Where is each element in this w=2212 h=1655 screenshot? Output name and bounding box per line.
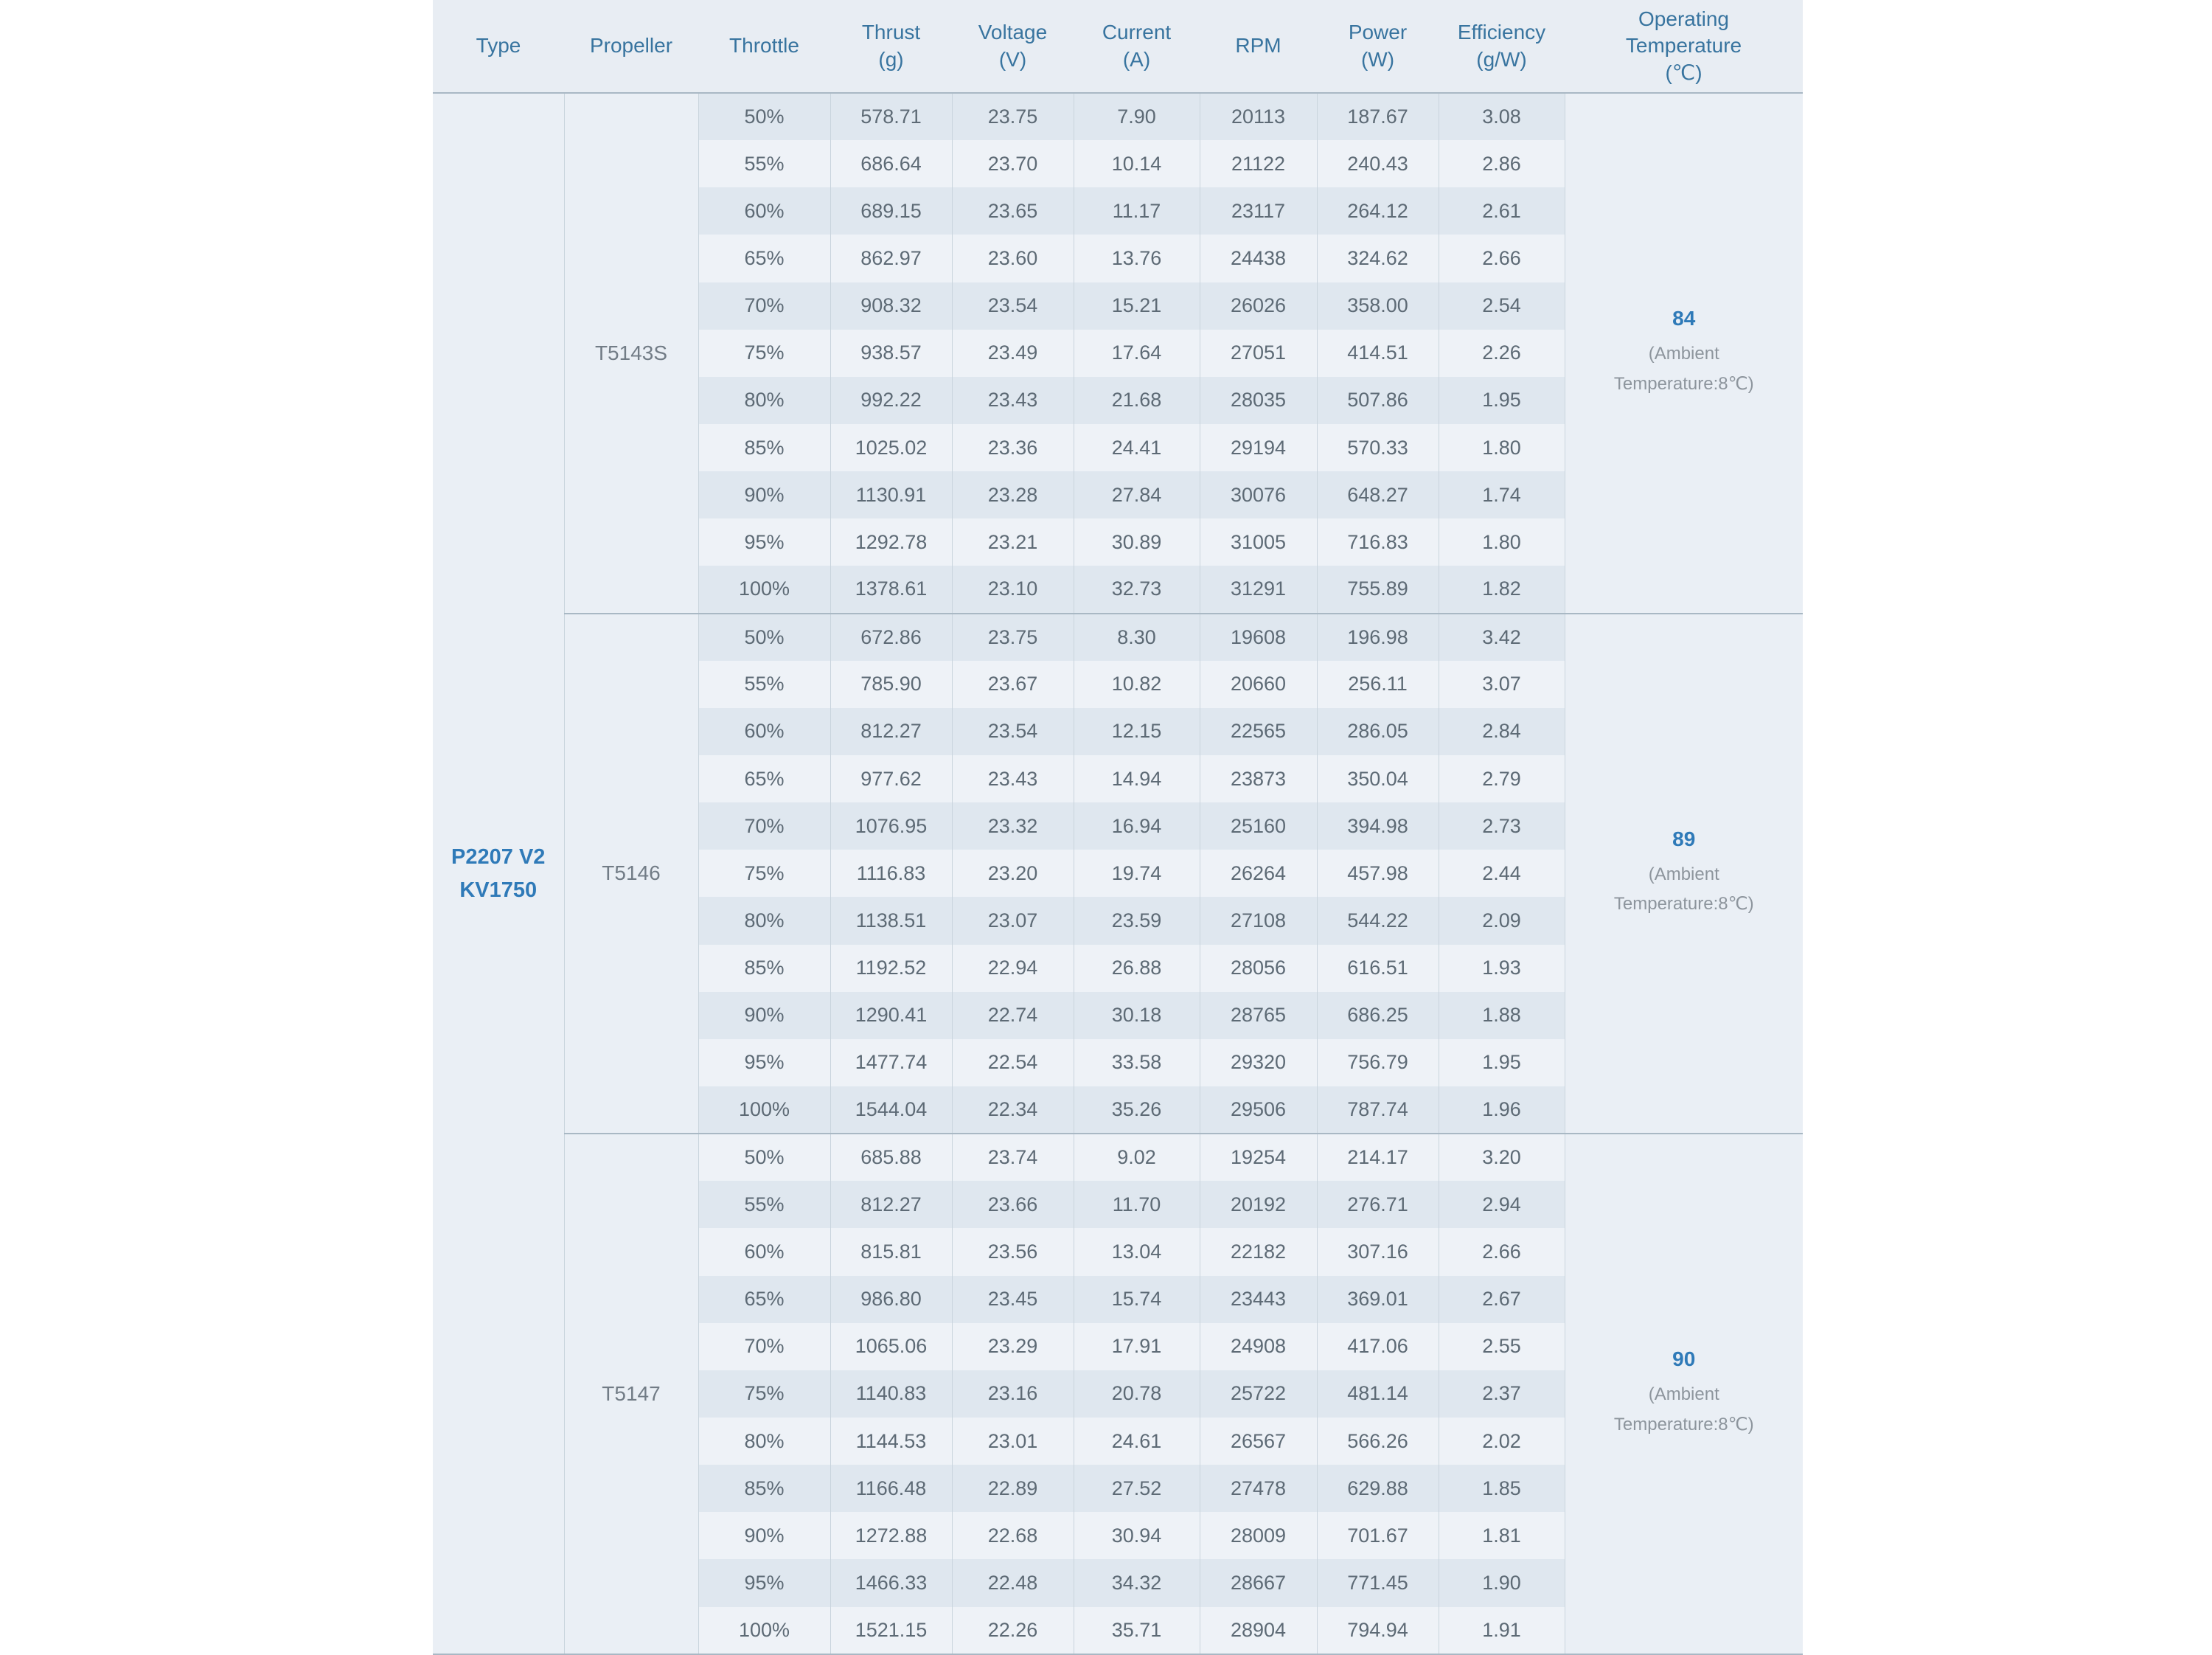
data-cell-rpm: 27478 — [1200, 1465, 1317, 1512]
data-cell-voltage: 22.54 — [952, 1039, 1074, 1086]
data-cell-throttle: 80% — [698, 377, 830, 424]
data-cell-voltage: 23.07 — [952, 897, 1074, 944]
data-cell-power: 187.67 — [1317, 93, 1439, 140]
data-cell-voltage: 23.32 — [952, 802, 1074, 850]
data-cell-rpm: 31291 — [1200, 566, 1317, 613]
data-cell-current: 27.52 — [1074, 1465, 1200, 1512]
data-cell-power: 629.88 — [1317, 1465, 1439, 1512]
data-cell-thrust: 685.88 — [830, 1134, 952, 1181]
data-cell-voltage: 23.21 — [952, 518, 1074, 566]
data-cell-thrust: 1192.52 — [830, 945, 952, 992]
data-cell-current: 11.70 — [1074, 1181, 1200, 1228]
data-cell-efficiency: 2.54 — [1439, 282, 1565, 330]
data-cell-efficiency: 2.55 — [1439, 1323, 1565, 1370]
data-cell-efficiency: 1.80 — [1439, 518, 1565, 566]
data-cell-thrust: 1076.95 — [830, 802, 952, 850]
data-cell-thrust: 938.57 — [830, 330, 952, 377]
data-cell-rpm: 21122 — [1200, 140, 1317, 187]
data-cell-thrust: 862.97 — [830, 235, 952, 282]
data-cell-efficiency: 2.66 — [1439, 1228, 1565, 1275]
data-cell-throttle: 50% — [698, 1134, 830, 1181]
data-cell-throttle: 90% — [698, 1512, 830, 1559]
data-cell-thrust: 1140.83 — [830, 1370, 952, 1418]
temperature-cell — [1565, 1134, 1803, 1654]
column-header-rpm: RPM — [1200, 0, 1317, 93]
data-cell-thrust: 977.62 — [830, 755, 952, 802]
data-cell-rpm: 28904 — [1200, 1607, 1317, 1655]
data-cell-power: 648.27 — [1317, 471, 1439, 518]
data-cell-power: 350.04 — [1317, 755, 1439, 802]
data-cell-throttle: 65% — [698, 235, 830, 282]
data-cell-power: 787.74 — [1317, 1086, 1439, 1134]
column-header-propeller: Propeller — [564, 0, 698, 93]
data-cell-current: 13.04 — [1074, 1228, 1200, 1275]
data-cell-rpm: 27108 — [1200, 897, 1317, 944]
data-cell-throttle: 95% — [698, 1559, 830, 1606]
data-cell-rpm: 29506 — [1200, 1086, 1317, 1134]
temperature-note: Temperature:8℃) — [1613, 1415, 1754, 1435]
data-cell-power: 616.51 — [1317, 945, 1439, 992]
data-cell-rpm: 25160 — [1200, 802, 1317, 850]
data-cell-efficiency: 1.93 — [1439, 945, 1565, 992]
data-cell-throttle: 85% — [698, 1465, 830, 1512]
column-header-temp: Operating Temperature (℃) — [1565, 0, 1803, 93]
data-cell-rpm: 23873 — [1200, 755, 1317, 802]
column-header-type: Type — [433, 0, 564, 93]
data-cell-thrust: 812.27 — [830, 1181, 952, 1228]
data-cell-current: 32.73 — [1074, 566, 1200, 613]
data-cell-power: 358.00 — [1317, 282, 1439, 330]
data-cell-rpm: 22565 — [1200, 708, 1317, 755]
data-cell-throttle: 55% — [698, 1181, 830, 1228]
data-cell-rpm: 20113 — [1200, 93, 1317, 140]
data-cell-throttle: 100% — [698, 1607, 830, 1655]
data-cell-power: 570.33 — [1317, 424, 1439, 471]
data-cell-rpm: 23117 — [1200, 187, 1317, 235]
data-cell-power: 686.25 — [1317, 992, 1439, 1039]
data-cell-power: 369.01 — [1317, 1276, 1439, 1323]
data-cell-power: 214.17 — [1317, 1134, 1439, 1181]
temperature-note: (Ambient — [1648, 343, 1719, 364]
data-cell-efficiency: 2.02 — [1439, 1418, 1565, 1465]
data-cell-current: 21.68 — [1074, 377, 1200, 424]
data-cell-power: 794.94 — [1317, 1607, 1439, 1655]
data-cell-efficiency: 2.67 — [1439, 1276, 1565, 1323]
data-cell-efficiency: 1.85 — [1439, 1465, 1565, 1512]
data-cell-power: 771.45 — [1317, 1559, 1439, 1606]
data-cell-efficiency: 3.20 — [1439, 1134, 1565, 1181]
propeller-cell: T5146 — [564, 614, 698, 1134]
data-cell-rpm: 19608 — [1200, 614, 1317, 661]
data-cell-voltage: 23.54 — [952, 708, 1074, 755]
data-cell-efficiency: 1.95 — [1439, 377, 1565, 424]
data-cell-power: 196.98 — [1317, 614, 1439, 661]
data-cell-efficiency: 1.91 — [1439, 1607, 1565, 1655]
data-cell-efficiency: 2.26 — [1439, 330, 1565, 377]
data-cell-power: 240.43 — [1317, 140, 1439, 187]
data-cell-voltage: 23.10 — [952, 566, 1074, 613]
temperature-value: 90 — [1672, 1347, 1696, 1371]
data-cell-power: 701.67 — [1317, 1512, 1439, 1559]
data-cell-thrust: 986.80 — [830, 1276, 952, 1323]
data-cell-voltage: 23.16 — [952, 1370, 1074, 1418]
data-cell-efficiency: 2.37 — [1439, 1370, 1565, 1418]
data-cell-voltage: 23.65 — [952, 187, 1074, 235]
data-cell-efficiency: 2.94 — [1439, 1181, 1565, 1228]
data-cell-rpm: 27051 — [1200, 330, 1317, 377]
data-cell-rpm: 28056 — [1200, 945, 1317, 992]
data-cell-voltage: 23.70 — [952, 140, 1074, 187]
data-cell-current: 16.94 — [1074, 802, 1200, 850]
data-cell-throttle: 60% — [698, 187, 830, 235]
data-cell-throttle: 90% — [698, 992, 830, 1039]
data-cell-voltage: 23.67 — [952, 661, 1074, 708]
data-cell-power: 414.51 — [1317, 330, 1439, 377]
data-cell-voltage: 22.34 — [952, 1086, 1074, 1134]
data-cell-efficiency: 2.09 — [1439, 897, 1565, 944]
data-cell-thrust: 992.22 — [830, 377, 952, 424]
data-cell-throttle: 95% — [698, 518, 830, 566]
data-cell-current: 33.58 — [1074, 1039, 1200, 1086]
data-cell-current: 7.90 — [1074, 93, 1200, 140]
data-cell-current: 23.59 — [1074, 897, 1200, 944]
data-cell-voltage: 22.68 — [952, 1512, 1074, 1559]
data-cell-throttle: 75% — [698, 1370, 830, 1418]
data-cell-power: 264.12 — [1317, 187, 1439, 235]
temperature-cell — [1565, 614, 1803, 1134]
data-cell-power: 324.62 — [1317, 235, 1439, 282]
temperature-note: Temperature:8℃) — [1613, 373, 1754, 394]
data-cell-rpm: 19254 — [1200, 1134, 1317, 1181]
table-body — [433, 93, 1803, 1654]
data-cell-thrust: 1378.61 — [830, 566, 952, 613]
data-cell-rpm: 20192 — [1200, 1181, 1317, 1228]
data-cell-thrust: 1272.88 — [830, 1512, 952, 1559]
data-cell-efficiency: 2.66 — [1439, 235, 1565, 282]
temperature-note: (Ambient — [1648, 1384, 1719, 1405]
data-cell-power: 716.83 — [1317, 518, 1439, 566]
data-cell-thrust: 578.71 — [830, 93, 952, 140]
propeller-cell: T5147 — [564, 1134, 698, 1654]
data-cell-voltage: 23.43 — [952, 377, 1074, 424]
data-cell-voltage: 23.20 — [952, 850, 1074, 897]
data-cell-rpm: 28667 — [1200, 1559, 1317, 1606]
data-cell-current: 20.78 — [1074, 1370, 1200, 1418]
data-cell-throttle: 80% — [698, 897, 830, 944]
data-cell-voltage: 23.75 — [952, 93, 1074, 140]
column-header-thrust: Thrust (g) — [830, 0, 952, 93]
data-cell-thrust: 1065.06 — [830, 1323, 952, 1370]
data-cell-current: 26.88 — [1074, 945, 1200, 992]
data-cell-throttle: 70% — [698, 1323, 830, 1370]
data-cell-current: 12.15 — [1074, 708, 1200, 755]
table-row — [433, 1134, 1803, 1181]
data-cell-current: 34.32 — [1074, 1559, 1200, 1606]
data-cell-thrust: 689.15 — [830, 187, 952, 235]
table-header-row — [433, 0, 1803, 93]
data-cell-voltage: 23.54 — [952, 282, 1074, 330]
data-cell-efficiency: 1.96 — [1439, 1086, 1565, 1134]
data-cell-thrust: 1292.78 — [830, 518, 952, 566]
data-cell-current: 15.21 — [1074, 282, 1200, 330]
data-cell-efficiency: 2.44 — [1439, 850, 1565, 897]
data-cell-throttle: 100% — [698, 1086, 830, 1134]
data-cell-voltage: 23.56 — [952, 1228, 1074, 1275]
data-cell-throttle: 65% — [698, 755, 830, 802]
data-cell-power: 256.11 — [1317, 661, 1439, 708]
data-cell-throttle: 50% — [698, 93, 830, 140]
propeller-cell: T5143S — [564, 93, 698, 614]
data-cell-current: 19.74 — [1074, 850, 1200, 897]
data-cell-current: 15.74 — [1074, 1276, 1200, 1323]
data-cell-voltage: 23.36 — [952, 424, 1074, 471]
data-cell-voltage: 22.48 — [952, 1559, 1074, 1606]
data-cell-efficiency: 2.61 — [1439, 187, 1565, 235]
data-cell-power: 507.86 — [1317, 377, 1439, 424]
data-cell-voltage: 23.45 — [952, 1276, 1074, 1323]
data-cell-current: 11.17 — [1074, 187, 1200, 235]
temperature-cell — [1565, 93, 1803, 614]
data-cell-rpm: 22182 — [1200, 1228, 1317, 1275]
data-cell-power: 417.06 — [1317, 1323, 1439, 1370]
data-cell-throttle: 75% — [698, 330, 830, 377]
column-header-voltage: Voltage (V) — [952, 0, 1074, 93]
data-cell-thrust: 785.90 — [830, 661, 952, 708]
data-cell-rpm: 24438 — [1200, 235, 1317, 282]
data-cell-thrust: 815.81 — [830, 1228, 952, 1275]
data-cell-efficiency: 3.08 — [1439, 93, 1565, 140]
column-header-power: Power (W) — [1317, 0, 1439, 93]
data-cell-power: 566.26 — [1317, 1418, 1439, 1465]
data-cell-thrust: 1116.83 — [830, 850, 952, 897]
data-cell-voltage: 22.89 — [952, 1465, 1074, 1512]
table-row — [433, 614, 1803, 661]
data-cell-throttle: 55% — [698, 140, 830, 187]
data-cell-efficiency: 3.07 — [1439, 661, 1565, 708]
data-cell-thrust: 1290.41 — [830, 992, 952, 1039]
data-cell-efficiency: 1.90 — [1439, 1559, 1565, 1606]
data-cell-thrust: 1544.04 — [830, 1086, 952, 1134]
data-cell-voltage: 23.66 — [952, 1181, 1074, 1228]
column-header-efficiency: Efficiency (g/W) — [1439, 0, 1565, 93]
data-cell-throttle: 90% — [698, 471, 830, 518]
data-cell-thrust: 686.64 — [830, 140, 952, 187]
data-cell-rpm: 24908 — [1200, 1323, 1317, 1370]
data-cell-thrust: 672.86 — [830, 614, 952, 661]
data-cell-power: 755.89 — [1317, 566, 1439, 613]
data-cell-current: 14.94 — [1074, 755, 1200, 802]
motor-spec-table — [433, 0, 1803, 1655]
temperature-value: 84 — [1672, 306, 1696, 330]
data-cell-thrust: 1477.74 — [830, 1039, 952, 1086]
table-row — [433, 93, 1803, 140]
data-cell-throttle: 65% — [698, 1276, 830, 1323]
data-cell-voltage: 22.74 — [952, 992, 1074, 1039]
data-cell-rpm: 20660 — [1200, 661, 1317, 708]
data-cell-thrust: 1130.91 — [830, 471, 952, 518]
data-cell-throttle: 60% — [698, 708, 830, 755]
data-cell-efficiency: 3.42 — [1439, 614, 1565, 661]
data-cell-current: 30.94 — [1074, 1512, 1200, 1559]
data-cell-power: 457.98 — [1317, 850, 1439, 897]
data-cell-power: 286.05 — [1317, 708, 1439, 755]
data-cell-current: 13.76 — [1074, 235, 1200, 282]
data-cell-efficiency: 2.79 — [1439, 755, 1565, 802]
data-cell-efficiency: 1.80 — [1439, 424, 1565, 471]
data-cell-throttle: 70% — [698, 802, 830, 850]
data-cell-thrust: 1166.48 — [830, 1465, 952, 1512]
data-cell-voltage: 23.49 — [952, 330, 1074, 377]
data-cell-current: 17.91 — [1074, 1323, 1200, 1370]
data-cell-power: 544.22 — [1317, 897, 1439, 944]
data-cell-thrust: 1025.02 — [830, 424, 952, 471]
data-cell-throttle: 60% — [698, 1228, 830, 1275]
data-cell-throttle: 50% — [698, 614, 830, 661]
data-cell-rpm: 25722 — [1200, 1370, 1317, 1418]
data-cell-thrust: 1144.53 — [830, 1418, 952, 1465]
data-cell-rpm: 28035 — [1200, 377, 1317, 424]
data-cell-current: 24.61 — [1074, 1418, 1200, 1465]
data-cell-voltage: 23.28 — [952, 471, 1074, 518]
data-cell-voltage: 23.43 — [952, 755, 1074, 802]
data-cell-throttle: 75% — [698, 850, 830, 897]
data-cell-current: 10.82 — [1074, 661, 1200, 708]
data-cell-current: 17.64 — [1074, 330, 1200, 377]
data-cell-power: 276.71 — [1317, 1181, 1439, 1228]
data-cell-rpm: 23443 — [1200, 1276, 1317, 1323]
data-cell-rpm: 28765 — [1200, 992, 1317, 1039]
data-cell-efficiency: 1.95 — [1439, 1039, 1565, 1086]
data-cell-thrust: 812.27 — [830, 708, 952, 755]
data-cell-efficiency: 2.73 — [1439, 802, 1565, 850]
data-cell-power: 481.14 — [1317, 1370, 1439, 1418]
data-cell-efficiency: 1.82 — [1439, 566, 1565, 613]
data-cell-power: 394.98 — [1317, 802, 1439, 850]
data-cell-efficiency: 1.74 — [1439, 471, 1565, 518]
data-cell-power: 307.16 — [1317, 1228, 1439, 1275]
data-cell-throttle: 95% — [698, 1039, 830, 1086]
data-cell-thrust: 1466.33 — [830, 1559, 952, 1606]
temperature-value: 89 — [1672, 827, 1696, 850]
data-cell-current: 27.84 — [1074, 471, 1200, 518]
data-cell-voltage: 23.75 — [952, 614, 1074, 661]
data-cell-throttle: 85% — [698, 945, 830, 992]
data-cell-rpm: 30076 — [1200, 471, 1317, 518]
data-cell-efficiency: 2.84 — [1439, 708, 1565, 755]
data-cell-thrust: 908.32 — [830, 282, 952, 330]
data-cell-current: 30.18 — [1074, 992, 1200, 1039]
data-cell-current: 10.14 — [1074, 140, 1200, 187]
temperature-note: Temperature:8℃) — [1613, 894, 1754, 915]
column-header-current: Current (A) — [1074, 0, 1200, 93]
data-cell-voltage: 23.01 — [952, 1418, 1074, 1465]
data-cell-rpm: 26026 — [1200, 282, 1317, 330]
data-cell-current: 30.89 — [1074, 518, 1200, 566]
data-cell-efficiency: 1.88 — [1439, 992, 1565, 1039]
data-cell-rpm: 31005 — [1200, 518, 1317, 566]
data-cell-rpm: 26567 — [1200, 1418, 1317, 1465]
data-cell-voltage: 23.29 — [952, 1323, 1074, 1370]
data-cell-rpm: 28009 — [1200, 1512, 1317, 1559]
data-cell-voltage: 23.74 — [952, 1134, 1074, 1181]
data-cell-efficiency: 1.81 — [1439, 1512, 1565, 1559]
data-cell-current: 8.30 — [1074, 614, 1200, 661]
table-header — [433, 0, 1803, 93]
data-cell-efficiency: 2.86 — [1439, 140, 1565, 187]
data-cell-rpm: 29320 — [1200, 1039, 1317, 1086]
data-cell-voltage: 22.94 — [952, 945, 1074, 992]
data-cell-current: 24.41 — [1074, 424, 1200, 471]
data-cell-throttle: 80% — [698, 1418, 830, 1465]
data-cell-throttle: 70% — [698, 282, 830, 330]
data-cell-voltage: 22.26 — [952, 1607, 1074, 1655]
data-cell-thrust: 1138.51 — [830, 897, 952, 944]
data-cell-current: 35.71 — [1074, 1607, 1200, 1655]
data-cell-throttle: 85% — [698, 424, 830, 471]
data-cell-thrust: 1521.15 — [830, 1607, 952, 1655]
data-cell-current: 9.02 — [1074, 1134, 1200, 1181]
data-cell-power: 756.79 — [1317, 1039, 1439, 1086]
data-cell-throttle: 100% — [698, 566, 830, 613]
data-cell-rpm: 26264 — [1200, 850, 1317, 897]
data-cell-voltage: 23.60 — [952, 235, 1074, 282]
data-cell-throttle: 55% — [698, 661, 830, 708]
data-cell-current: 35.26 — [1074, 1086, 1200, 1134]
data-cell-rpm: 29194 — [1200, 424, 1317, 471]
type-cell: P2207 V2 KV1750 — [433, 93, 564, 1654]
column-header-throttle: Throttle — [698, 0, 830, 93]
temperature-note: (Ambient — [1648, 864, 1719, 884]
